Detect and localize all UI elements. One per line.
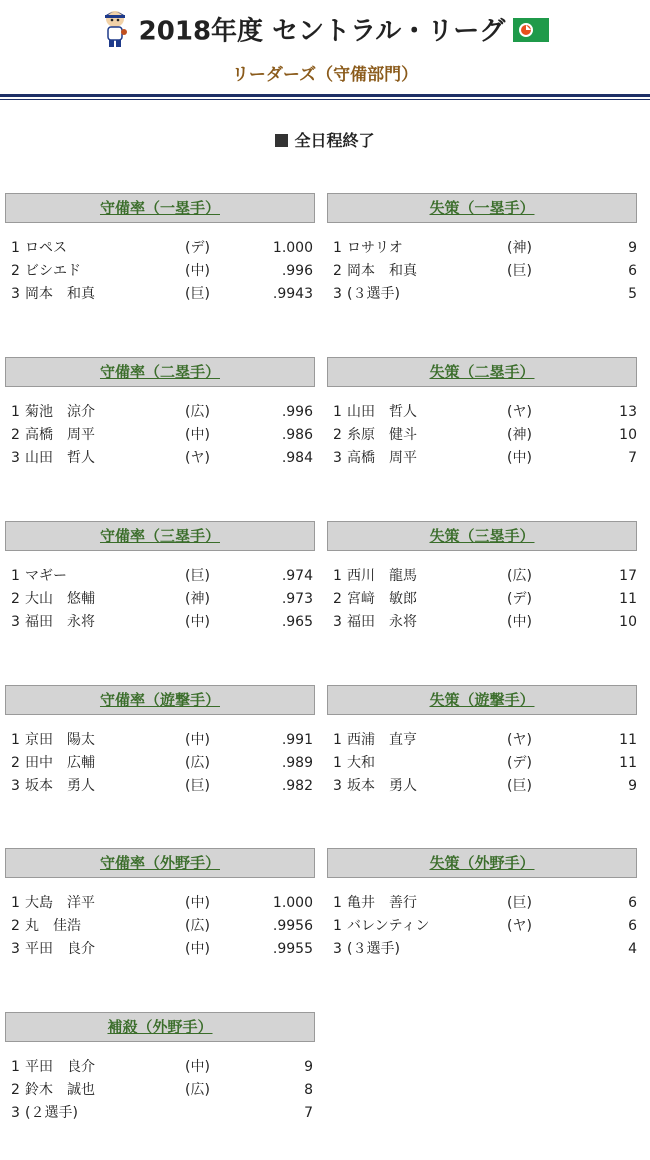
- leader-section: [327, 357, 637, 470]
- team-abbr: (神): [507, 240, 532, 256]
- rank-number: 2: [11, 591, 20, 607]
- team-abbr: (広): [185, 755, 210, 771]
- stat-value: 6: [628, 895, 637, 911]
- stat-value: .9955: [272, 941, 313, 957]
- rank-number: 1: [333, 918, 342, 934]
- leader-row: [5, 752, 315, 775]
- leader-row: [5, 611, 315, 634]
- section-title-link[interactable]: 守備率（三塁手）: [99, 527, 220, 545]
- leader-row: [327, 729, 637, 752]
- section-title-link[interactable]: 失策（遊撃手）: [429, 691, 535, 709]
- leader-row: [327, 752, 637, 775]
- section-header: [5, 848, 315, 878]
- section-header: [327, 848, 637, 878]
- rank-number: 3: [11, 450, 20, 466]
- rank-number: 2: [333, 263, 342, 279]
- team-abbr: (広): [185, 1082, 210, 1098]
- leader-row: [5, 892, 315, 915]
- team-abbr: (広): [185, 918, 210, 934]
- leader-section: [5, 1012, 315, 1125]
- player-name: 菊池 涼介: [25, 404, 95, 420]
- stat-value: 6: [628, 918, 637, 934]
- stat-value: .984: [281, 450, 313, 466]
- rank-number: 2: [333, 427, 342, 443]
- player-name: 糸原 健斗: [347, 427, 417, 443]
- stat-value: 13: [619, 404, 637, 420]
- rank-number: 1: [11, 1059, 20, 1075]
- section-title-link[interactable]: 守備率（二塁手）: [99, 363, 220, 381]
- team-abbr: (デ): [507, 591, 532, 607]
- rank-number: 2: [11, 918, 20, 934]
- leader-row: [5, 237, 315, 260]
- leader-row: [327, 447, 637, 470]
- leader-row: [5, 401, 315, 424]
- stat-value: 10: [619, 427, 637, 443]
- player-name: 岡本 和真: [25, 286, 95, 302]
- section-header: [5, 357, 315, 387]
- player-name: ロサリオ: [347, 240, 403, 256]
- leader-section: [5, 848, 315, 961]
- stat-value: 5: [628, 286, 637, 302]
- stat-value: 9: [304, 1059, 313, 1075]
- leader-row: [5, 1079, 315, 1102]
- player-name: 山田 哲人: [347, 404, 417, 420]
- rank-number: 2: [333, 591, 342, 607]
- leader-row: [5, 1056, 315, 1079]
- player-name: 亀井 善行: [347, 895, 417, 911]
- team-abbr: (ヤ): [507, 732, 532, 748]
- player-name: 田中 広輔: [25, 755, 95, 771]
- section-title-link[interactable]: 守備率（外野手）: [99, 854, 220, 872]
- section-title-link[interactable]: 失策（二塁手）: [429, 363, 535, 381]
- player-name: 平田 良介: [25, 1059, 95, 1075]
- header-divider-thin: [0, 99, 650, 100]
- section-header: [5, 521, 315, 551]
- stat-value: .982: [281, 778, 313, 794]
- rank-number: 2: [11, 263, 20, 279]
- leader-row: [327, 892, 637, 915]
- team-abbr: (広): [507, 568, 532, 584]
- leader-row: [327, 915, 637, 938]
- rank-number: 1: [333, 404, 342, 420]
- rank-number: 1: [11, 404, 20, 420]
- section-header: [5, 193, 315, 223]
- leader-row: [5, 565, 315, 588]
- rank-number: 1: [11, 895, 20, 911]
- leader-row: [327, 260, 637, 283]
- leader-row: [5, 938, 315, 961]
- stat-value: .996: [281, 263, 313, 279]
- stat-value: 9: [628, 778, 637, 794]
- team-abbr: (中): [507, 450, 532, 466]
- team-abbr: (中): [185, 732, 210, 748]
- team-abbr: (巨): [507, 778, 532, 794]
- leader-row: [5, 729, 315, 752]
- team-abbr: (デ): [507, 755, 532, 771]
- rank-number: 2: [11, 427, 20, 443]
- stat-value: 7: [628, 450, 637, 466]
- rank-number: 2: [11, 1082, 20, 1098]
- player-name: 西川 龍馬: [347, 568, 417, 584]
- player-name: ビシエド: [25, 263, 81, 279]
- player-name: 西浦 直亨: [347, 732, 417, 748]
- rank-number: 3: [333, 778, 342, 794]
- rank-number: 1: [11, 732, 20, 748]
- team-abbr: (巨): [185, 568, 210, 584]
- leader-section: [5, 685, 315, 798]
- rank-number: 3: [333, 614, 342, 630]
- section-header: [327, 193, 637, 223]
- page-header: [0, 0, 650, 100]
- player-name: 平田 良介: [25, 941, 95, 957]
- leader-section: [5, 521, 315, 634]
- player-name: (３選手): [347, 286, 400, 302]
- team-abbr: (ヤ): [185, 450, 210, 466]
- leader-row: [5, 588, 315, 611]
- player-name: ロペス: [25, 240, 67, 256]
- player-name: 山田 哲人: [25, 450, 95, 466]
- rank-number: 1: [333, 568, 342, 584]
- leader-section: [327, 685, 637, 798]
- leader-row: [5, 915, 315, 938]
- player-name: 高橋 周平: [347, 450, 417, 466]
- stat-value: 8: [304, 1082, 313, 1098]
- league-flag-icon: [513, 18, 549, 42]
- player-name: 宮﨑 敏郎: [347, 591, 417, 607]
- leader-row: [5, 1102, 315, 1125]
- stat-value: 11: [619, 591, 637, 607]
- rank-number: 1: [11, 240, 20, 256]
- page-title-row: [0, 12, 650, 52]
- rank-number: 3: [11, 941, 20, 957]
- stat-value: .973: [281, 591, 313, 607]
- leader-row: [327, 424, 637, 447]
- leader-row: [327, 588, 637, 611]
- team-abbr: (広): [185, 404, 210, 420]
- stat-value: 11: [619, 755, 637, 771]
- stat-value: 1.000: [272, 240, 313, 256]
- rank-number: 1: [11, 568, 20, 584]
- leader-section: [327, 848, 637, 961]
- season-status-text: 全日程終了: [294, 131, 375, 150]
- leader-row: [5, 447, 315, 470]
- player-name: マギー: [25, 568, 67, 584]
- leader-row: [327, 401, 637, 424]
- square-bullet-icon: [275, 134, 288, 147]
- season-status: [0, 128, 650, 151]
- team-abbr: (中): [185, 895, 210, 911]
- stat-value: .9943: [272, 286, 313, 302]
- section-header: [327, 357, 637, 387]
- leader-section: [327, 193, 637, 306]
- team-abbr: (ヤ): [507, 404, 532, 420]
- rank-number: 2: [11, 755, 20, 771]
- player-name: 高橋 周平: [25, 427, 95, 443]
- leader-row: [327, 611, 637, 634]
- rank-number: 3: [11, 1105, 20, 1121]
- stat-value: 9: [628, 240, 637, 256]
- section-title-link[interactable]: 守備率（一塁手）: [99, 199, 220, 217]
- leader-row: [5, 775, 315, 798]
- stat-value: 6: [628, 263, 637, 279]
- leader-section: [327, 521, 637, 634]
- leader-row: [5, 424, 315, 447]
- team-abbr: (中): [185, 427, 210, 443]
- leader-section: [5, 193, 315, 306]
- section-title-link[interactable]: 補殺（外野手）: [107, 1018, 213, 1036]
- player-name: バレンティン: [347, 918, 430, 934]
- player-name: 大山 悠輔: [25, 591, 95, 607]
- player-name: 坂本 勇人: [25, 778, 95, 794]
- leader-row: [5, 260, 315, 283]
- section-title-link[interactable]: 失策（外野手）: [429, 854, 535, 872]
- rank-number: 3: [11, 778, 20, 794]
- player-name: 坂本 勇人: [347, 778, 417, 794]
- rank-number: 3: [11, 286, 20, 302]
- section-title-link[interactable]: 失策（一塁手）: [429, 199, 535, 217]
- leader-row: [327, 283, 637, 306]
- player-name: 丸 佳浩: [25, 918, 81, 934]
- stat-value: .991: [281, 732, 313, 748]
- player-name: 福田 永将: [25, 614, 95, 630]
- team-abbr: (巨): [185, 778, 210, 794]
- stat-value: 4: [628, 941, 637, 957]
- leader-row: [5, 283, 315, 306]
- player-name: (２選手): [25, 1105, 78, 1121]
- stat-value: .989: [281, 755, 313, 771]
- team-abbr: (デ): [185, 240, 210, 256]
- section-header: [5, 685, 315, 715]
- leader-row: [327, 775, 637, 798]
- stat-value: .974: [281, 568, 313, 584]
- team-abbr: (神): [507, 427, 532, 443]
- leader-row: [327, 938, 637, 961]
- rank-number: 1: [333, 755, 342, 771]
- player-name: 鈴木 誠也: [25, 1082, 95, 1098]
- player-name: 京田 陽太: [25, 732, 95, 748]
- leader-row: [327, 565, 637, 588]
- team-abbr: (中): [185, 263, 210, 279]
- stat-value: .965: [281, 614, 313, 630]
- player-name: 大島 洋平: [25, 895, 95, 911]
- stat-value: 11: [619, 732, 637, 748]
- rank-number: 3: [333, 450, 342, 466]
- section-header: [327, 521, 637, 551]
- stat-value: 10: [619, 614, 637, 630]
- player-name: 福田 永将: [347, 614, 417, 630]
- stat-value: .996: [281, 404, 313, 420]
- section-title-link[interactable]: 守備率（遊撃手）: [99, 691, 220, 709]
- team-abbr: (神): [185, 591, 210, 607]
- rank-number: 1: [333, 732, 342, 748]
- stat-value: 7: [304, 1105, 313, 1121]
- page-title: 2018年度 セントラル・リーグ: [138, 16, 506, 47]
- rank-number: 3: [11, 614, 20, 630]
- rank-number: 3: [333, 286, 342, 302]
- player-name: 大和: [347, 755, 375, 771]
- section-title-link[interactable]: 失策（三塁手）: [429, 527, 535, 545]
- stat-value: .9956: [272, 918, 313, 934]
- team-abbr: (中): [185, 1059, 210, 1075]
- team-abbr: (中): [507, 614, 532, 630]
- rank-number: 1: [333, 240, 342, 256]
- page-subtitle: リーダーズ（守備部門）: [231, 65, 419, 85]
- leader-row: [327, 237, 637, 260]
- team-abbr: (巨): [185, 286, 210, 302]
- section-header: [5, 1012, 315, 1042]
- team-abbr: (中): [185, 614, 210, 630]
- header-divider: [0, 94, 650, 97]
- rank-number: 3: [333, 941, 342, 957]
- rank-number: 1: [333, 895, 342, 911]
- team-abbr: (ヤ): [507, 918, 532, 934]
- section-header: [327, 685, 637, 715]
- team-abbr: (巨): [507, 895, 532, 911]
- team-abbr: (巨): [507, 263, 532, 279]
- stat-value: .986: [281, 427, 313, 443]
- player-name: 岡本 和真: [347, 263, 417, 279]
- player-name: (３選手): [347, 941, 400, 957]
- mascot-icon: [101, 9, 129, 49]
- stat-value: 1.000: [272, 895, 313, 911]
- team-abbr: (中): [185, 941, 210, 957]
- leader-section: [5, 357, 315, 470]
- stat-value: 17: [619, 568, 637, 584]
